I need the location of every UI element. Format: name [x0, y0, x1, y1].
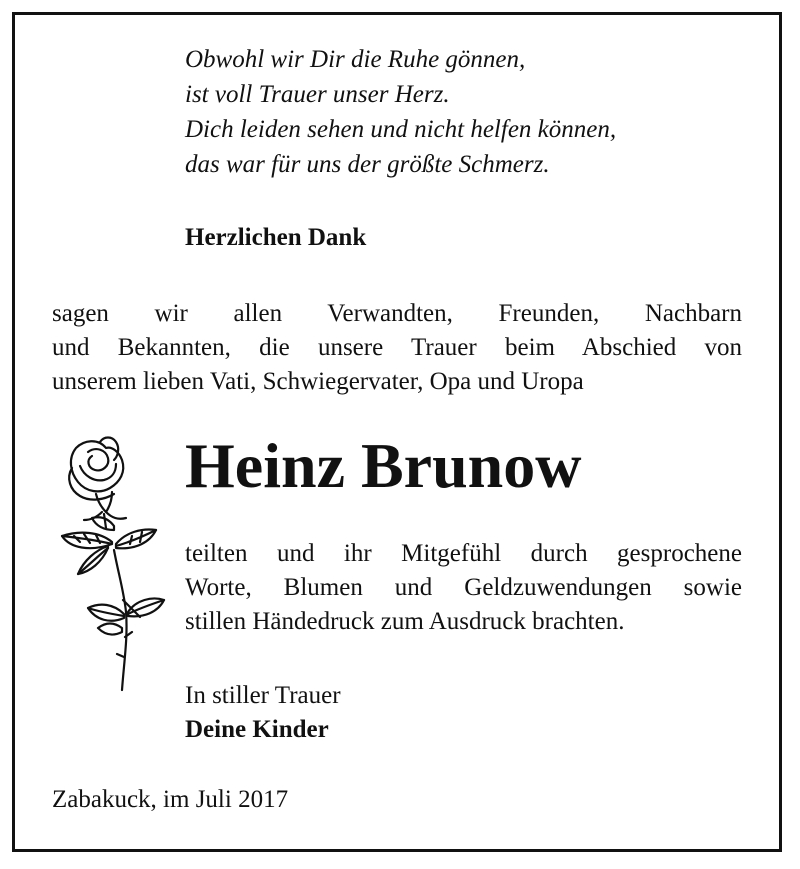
poem-line: das war für uns der größte Schmerz. [185, 151, 550, 178]
mourning-phrase: In stiller Trauer [185, 682, 341, 709]
poem-verse [185, 42, 745, 182]
signatories: Deine Kinder [185, 716, 329, 743]
deceased-name: Heinz Brunow [185, 430, 582, 501]
poem-line: Obwohl wir Dir die Ruhe gönnen, [185, 46, 526, 73]
place-date: Zabakuck, im Juli 2017 [52, 786, 289, 813]
closing-line: stillen Händedruck zum Ausdruck brachten. [185, 608, 625, 635]
intro-line: unserem lieben Vati, Schwiegervater, Opa und Uropa [52, 368, 584, 395]
rose-icon [40, 432, 175, 694]
closing-line: Worte, Blumen und Geldzuwendungen sowie [185, 574, 742, 601]
closing-paragraph [185, 537, 742, 639]
intro-line: sagen wir allen Verwandten, Freunden, Nachbarn [52, 300, 742, 327]
poem-line: ist voll Trauer unser Herz. [185, 81, 450, 108]
thanks-heading: Herzlichen Dank [185, 224, 367, 251]
intro-paragraph [52, 297, 742, 399]
closing-line: teilten und ihr Mitgefühl durch gesprochene [185, 540, 742, 567]
intro-line: und Bekannten, die unsere Trauer beim Abschied von [52, 334, 742, 361]
poem-line: Dich leiden sehen und nicht helfen können, [185, 116, 617, 143]
